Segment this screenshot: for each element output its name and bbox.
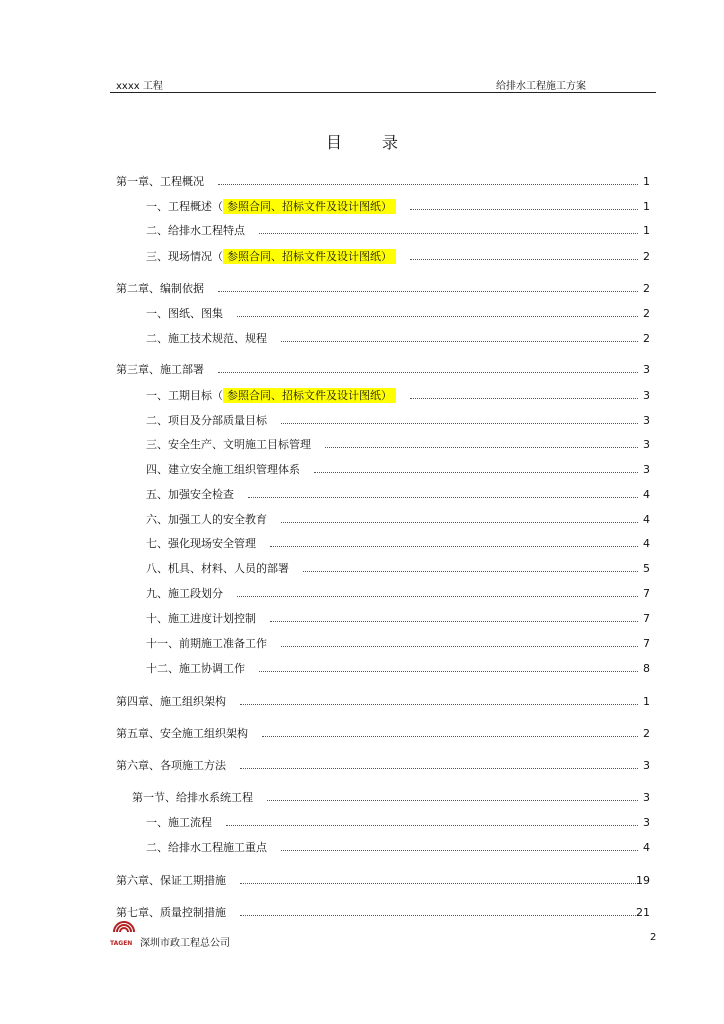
toc-entry[interactable] (0, 388, 724, 404)
toc-entry[interactable] (0, 437, 724, 453)
toc-entry-leader (259, 671, 638, 672)
toc-entry-leader (270, 546, 638, 547)
toc-entry-page: 8 (643, 662, 650, 675)
toc-entry-label (146, 199, 396, 215)
toc-entry-leader (410, 398, 638, 399)
toc-entry[interactable] (0, 758, 724, 774)
toc-entry-page: 3 (643, 389, 650, 402)
toc-entry-page: 4 (643, 537, 650, 550)
toc-entry-title: 第七章、质量控制措施 (116, 906, 226, 919)
toc-entry-page: 3 (643, 463, 650, 476)
toc-entry[interactable] (0, 586, 724, 602)
page-number: 2 (650, 932, 657, 943)
toc-entry[interactable] (0, 413, 724, 429)
toc-entry[interactable] (0, 249, 724, 265)
toc-entry-title: 第四章、施工组织架构 (116, 695, 226, 708)
toc-entry-label (146, 840, 267, 856)
toc-entry-title: 八、机具、材料、人员的部署 (146, 562, 289, 575)
toc-entry-leader (226, 825, 638, 826)
toc-entry-page: 2 (643, 307, 650, 320)
footer-brand: TAGEN (110, 940, 133, 947)
toc-entry-label (116, 174, 204, 190)
toc-entry-leader (281, 341, 638, 342)
toc-entry-title: 第六章、各项施工方法 (116, 759, 226, 772)
toc-entry-label (146, 815, 212, 831)
toc-entry[interactable] (0, 840, 724, 856)
toc-entry-leader (281, 522, 638, 523)
toc-entry[interactable] (0, 815, 724, 831)
toc-entry-label (146, 249, 396, 265)
toc-entry[interactable] (0, 362, 724, 378)
toc-entry[interactable] (0, 561, 724, 577)
toc-entry-leader (281, 850, 638, 851)
header-document-title: 给排水工程施工方案 (496, 81, 586, 92)
toc-entry-page: 7 (643, 587, 650, 600)
toc-entry-title: 一、工期目标（ (146, 389, 223, 402)
toc-entry-page: 1 (643, 175, 650, 188)
toc-entry-leader (410, 259, 638, 260)
toc-entry-title: 第二章、编制依据 (116, 282, 204, 295)
toc-entry-title: 第六章、保证工期措施 (116, 874, 226, 887)
toc-entry-page: 4 (643, 488, 650, 501)
toc-entry-label (146, 611, 256, 627)
toc-entry-label (146, 462, 300, 478)
toc-entry-title: 一、施工流程 (146, 816, 212, 829)
toc-entry-leader (325, 447, 638, 448)
toc-entry[interactable] (0, 873, 724, 889)
toc-entry-leader (237, 316, 638, 317)
toc-entry-leader (281, 423, 638, 424)
toc-entry-title: 十一、前期施工准备工作 (146, 637, 267, 650)
toc-entry-leader (410, 209, 638, 210)
toc-entry-title: 一、图纸、图集 (146, 307, 223, 320)
toc-entry-label (116, 281, 204, 297)
toc-entry-page: 2 (643, 282, 650, 295)
toc-entry-title: 二、给排水工程施工重点 (146, 841, 267, 854)
toc-entry-page: 2 (643, 727, 650, 740)
toc-entry[interactable] (0, 281, 724, 297)
toc-entry-label (116, 362, 204, 378)
toc-entry-label (146, 586, 223, 602)
toc-entry-label (146, 536, 256, 552)
toc-entry-title: 三、现场情况（ (146, 250, 223, 263)
toc-entry-title: 二、给排水工程特点 (146, 224, 245, 237)
toc-entry-leader (237, 596, 638, 597)
toc-entry-label (146, 561, 289, 577)
footer-company-name: 深圳市政工程总公司 (140, 938, 230, 949)
toc-entry-page: 21 (636, 906, 650, 919)
toc-entry-title: 第一节、给排水系统工程 (132, 791, 253, 804)
toc-entry[interactable] (0, 462, 724, 478)
toc-entry-title: 十二、施工协调工作 (146, 662, 245, 675)
toc-entry-leader (218, 184, 638, 185)
toc-entry-highlight: 参照合同、招标文件及设计图纸） (223, 249, 396, 264)
toc-entry-title: 四、建立安全施工组织管理体系 (146, 463, 300, 476)
toc-entry-page: 1 (643, 695, 650, 708)
toc-entry-label (146, 512, 267, 528)
toc-entry-label (146, 223, 245, 239)
toc-entry-leader (314, 472, 638, 473)
toc-entry-label (116, 905, 226, 921)
toc-entry[interactable] (0, 611, 724, 627)
toc-entry-label (146, 437, 311, 453)
toc-entry-label (116, 758, 226, 774)
toc-entry-label (146, 661, 245, 677)
toc-entry-page: 3 (643, 363, 650, 376)
toc-entry-leader (240, 915, 638, 916)
toc-entry-title: 一、工程概述（ (146, 200, 223, 213)
toc-entry[interactable] (0, 487, 724, 503)
toc-entry[interactable] (0, 694, 724, 710)
toc-entry[interactable] (0, 905, 724, 921)
toc-entry-page: 2 (643, 332, 650, 345)
toc-entry-label (116, 726, 248, 742)
toc-entry-label (146, 636, 267, 652)
toc-entry[interactable] (0, 661, 724, 677)
toc-entry-leader (248, 497, 638, 498)
toc-entry-leader (240, 768, 638, 769)
toc-entry-label (146, 413, 267, 429)
header-project-name: xxxx 工程 (116, 81, 163, 92)
toc-entry-label (132, 790, 253, 806)
toc-entry-page: 2 (643, 250, 650, 263)
toc-entry-leader (218, 372, 638, 373)
toc-entry-page: 5 (643, 562, 650, 575)
toc-entry-title: 二、项目及分部质量目标 (146, 414, 267, 427)
toc-entry-leader (240, 883, 638, 884)
toc-entry-title: 第一章、工程概况 (116, 175, 204, 188)
toc-entry-leader (303, 571, 638, 572)
toc-entry-page: 19 (636, 874, 650, 887)
toc-entry-title: 二、施工技术规范、规程 (146, 332, 267, 345)
toc-entry-title: 第五章、安全施工组织架构 (116, 727, 248, 740)
toc-entry-page: 3 (643, 816, 650, 829)
toc-entry[interactable] (0, 199, 724, 215)
toc-entry-title: 九、施工段划分 (146, 587, 223, 600)
toc-entry-highlight: 参照合同、招标文件及设计图纸） (223, 388, 396, 403)
toc-entry-label (146, 306, 223, 322)
toc-entry-leader (262, 736, 638, 737)
toc-entry[interactable] (0, 331, 724, 347)
toc-entry-title: 六、加强工人的安全教育 (146, 513, 267, 526)
toc-entry-leader (218, 291, 638, 292)
company-logo-icon (110, 920, 138, 942)
toc-entry-title: 十、施工进度计划控制 (146, 612, 256, 625)
toc-entry-page: 1 (643, 224, 650, 237)
toc-entry[interactable] (0, 790, 724, 806)
toc-entry-page: 4 (643, 513, 650, 526)
toc-entry-title: 七、强化现场安全管理 (146, 537, 256, 550)
toc-entry-leader (259, 233, 638, 234)
toc-entry-page: 7 (643, 637, 650, 650)
toc-entry-title: 第三章、施工部署 (116, 363, 204, 376)
toc-entry[interactable] (0, 536, 724, 552)
toc-entry[interactable] (0, 636, 724, 652)
toc-entry-page: 3 (643, 438, 650, 451)
toc-entry[interactable] (0, 726, 724, 742)
toc-entry-page: 3 (643, 791, 650, 804)
toc-entry-leader (281, 646, 638, 647)
toc-entry-leader (270, 621, 638, 622)
toc-entry[interactable] (0, 306, 724, 322)
toc-entry-label (146, 487, 234, 503)
toc-entry-label (116, 694, 226, 710)
toc-entry[interactable] (0, 512, 724, 528)
toc-entry-page: 3 (643, 414, 650, 427)
toc-entry-page: 1 (643, 200, 650, 213)
toc-entry-leader (267, 800, 638, 801)
toc-entry-highlight: 参照合同、招标文件及设计图纸） (223, 199, 396, 214)
toc-entry-page: 7 (643, 612, 650, 625)
toc-entry[interactable] (0, 174, 724, 190)
toc-entry-label (116, 873, 226, 889)
page-title: 目录 (325, 133, 438, 152)
toc-entry[interactable] (0, 223, 724, 239)
toc-entry-label (146, 331, 267, 347)
toc-entry-page: 3 (643, 759, 650, 772)
toc-entry-title: 三、安全生产、文明施工目标管理 (146, 438, 311, 451)
toc-entry-label (146, 388, 396, 404)
toc-entry-page: 4 (643, 841, 650, 854)
toc-entry-leader (240, 704, 638, 705)
toc-entry-title: 五、加强安全检查 (146, 488, 234, 501)
